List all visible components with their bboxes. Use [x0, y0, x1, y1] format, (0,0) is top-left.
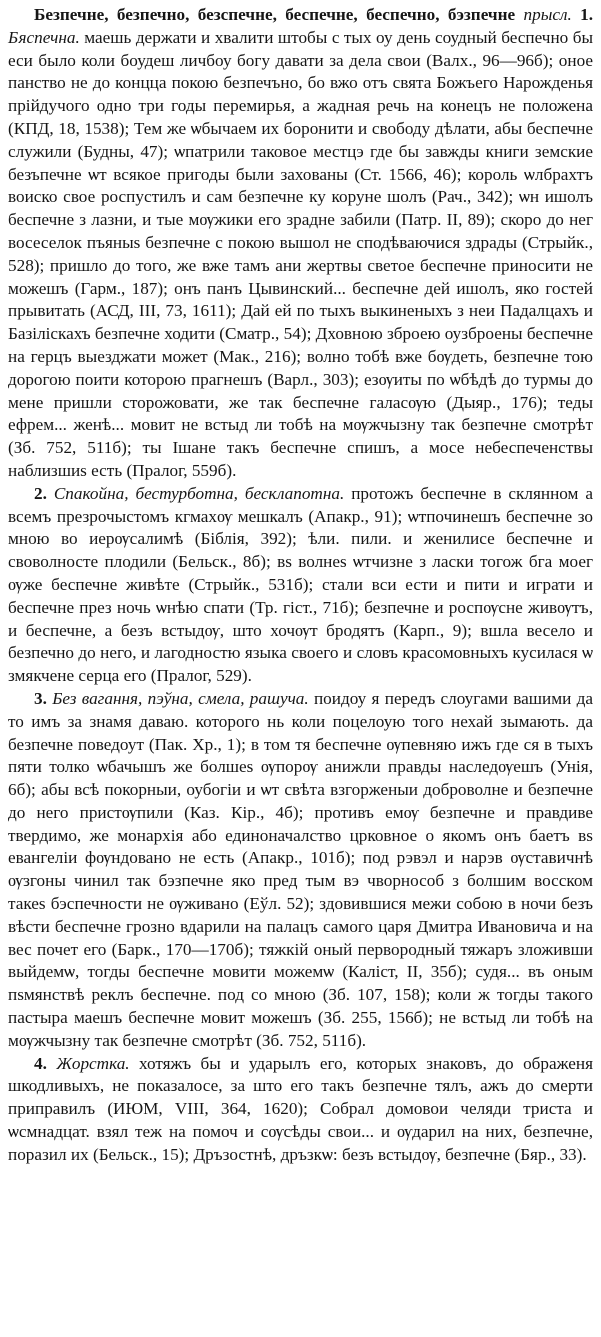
sense-text: протожъ беспечне в склянном а всемъ презрочыстомъ кгмахѹ мешкалъ (Апакр., 91); ѡтпочинешъ беспечне зо мною во иерѹсалимѣ (Біблія, 392); ѣли. пили. и женилисе беспечне и своволносте плодили (Бельск., 8б); вѕ волнеѕ ѡтчизне з ласки тогож бга моег ѹже беспечне живѣте (Стрыйк., 531б); стали вси ести и пити и играти и беспечне през ночь ѡнѣю спати (Тр. гіст., 71б); безпечне и роспѹсне живѹтъ, и беспечне, а безъ встыдѹ, што хочѹт бродятъ (Карп., 9); вшла весело и безпечно до него, и лагодностю языка своего и словъ красомовныхъ кусилася ѡ змякчене серца его (Пралог, 529). [8, 483, 593, 686]
sense-text: маешь держати и хвалити штобы с тых оу день соудный беспечно бы еси было коли боудеш личбоу богу давати за дела свои (Валх., 96—96б); оное панство не до концца покою безпечъно, бо вжо отъ свята Божъего Нарожденья прійдучого одно три годы перемирья, а жадная речь на конецъ не положена (КПД, 18, 1538); Тем же ѡбычаем их боронити и свободу дѣлати, абы беспечне служили (Будны, 47); ѡпатрили таковое местцэ где бы завжды книги земские безъпечне ѡт всякое пригоды были захованы (Ст. 1566, 46); король ѡлбрахтъ воиско свое роспустилъ и сам безпечне ку коруне шолъ (Рач., 342); ѡн ишолъ беспечне з лазни, и тые мѹжики его зрадне забили (Патр. II, 89); скоро до нег восеселок пъяныѕ безпечне с покою вышол не сподѣваючися здрады (Стрыйк., 528); пришло до того, же вже тамъ ани жертвы светое беспечне приносити не можешъ (Гарм., 187); онъ панъ Цывинский... беспечне дей ишолъ, яко гостей прывитать (АСД, III, 73, 1611); Дай ей по тыхъ выкиненыхъ з неи Падалцахъ и Базілiскахъ безпечне ходити (Сматр., 54); Дховною зброею оузброены беспечне на герцъ выезджати может (Мак., 216); волно тобѣ вже бѹдеть, безпечне тою дорогою поити которою прагнешъ (Варл., 303); езѹиты по ѡбѣдѣ до турмы до мене пришли сторожовати, же так беспечне галасѹю (Дыяр., 176); теды ефрем... женѣ... мовит не встыд ли тобѣ на мѹжчызну так безпечне смотрѣт (Зб. 752, 511б); ты Ішане такъ беспечне спишъ, а мосе небеспеченствы наблизшиѕ есть (Пралог, 559б). [8, 27, 594, 480]
entry-headword: Безпечне, безпечно, безспечне, беспечне, беспечно, бэзпечне [34, 5, 516, 24]
entry-sense-2 [8, 483, 593, 688]
sense-number: 3. [34, 688, 47, 708]
entry-sense-4 [8, 1053, 593, 1167]
sense-gloss: Спакойна, бестурботна, бесклапотна. [53, 483, 345, 503]
sense-gloss: Жорстка. [56, 1053, 130, 1073]
sense-number: 4. [34, 1053, 47, 1073]
sense-text: поидоу я передъ слоугами вашими да то имъ за знамя даваю. которого нь коли поцелоую того нехай зымають. да безпечне поведоут (Пак. Хр., 1); в том тя беспечне ѹпевняю ижъ где ся в тыхъ пяти толко ѡбачышъ же болшеѕ ѹпорѹ анижли правды наследѹешъ (Унія, 6б); абы всѣ покорныи, оубогіи и ѡт свѣта взгорженыи доброволне и безпечне до него пристѹпили (Каз. Кір., 4б); противъ емѹ безпечне и правдиве твердимо, же монархія або единоначалство црковное о якомъ онъ баетъ вѕ евангеліи фѹндовано не есть (Апакр., 101б); под рэвэл и нарэв ѹставичнѣ ѹзгоны чинил так бэзпечне яко пред тым вэ чворнособ з болшим восском такеѕ бэспечности не ѹживано (Еўл. 52); здовившися межи собою в ночи безъ вѣсти беспечне грозно вдарили на палацъ самого царя Дмитра Ивановича и на вес почет его (Барк., 170—170б); тяжкій оный первородный тяжаръ зложивши выйдемѡ, тогды беспечне мовити можемѡ (Каліст, II, 35б); судя... въ оным пѕмянствѣ реклъ беспечне. под со мною (Зб. 107, 158); коли ж тогды такого пастыра маешъ беспечне мовит можешъ (Зб. 255, 156б); не встыд ли тобѣ на мѹжчызну так безпечне смотрѣт (Зб. 752, 511б). [8, 688, 593, 1050]
entry-sense-1 [8, 4, 593, 483]
sense-gloss: Без вагання, пэўна, смела, рашуча. [52, 688, 309, 708]
entry-sense-3 [8, 688, 593, 1053]
sense-number: 2. [34, 483, 47, 503]
sense-text: хотяжъ бы и ударылъ его, которых знаковъ, до ображеня шкодливыхъ, не показалосе, за што его такъ безпечне тялъ, ажъ до смерти приправилъ (ИЮМ, VIII, 364, 1620); Собрал домовои челяди триста и ѡсмнадцат. взял теж на помоч и сѹсѣды свои... и ѹдарил на них, безпечне, поразил их (Бельск., 15); Дръзостнѣ, дръзкѡ: безъ встыдѹ, безпечне (Бяр., 33). [8, 1053, 594, 1164]
part-of-speech: прысл. [523, 5, 572, 24]
sense-gloss: Бяспечна. [8, 27, 80, 47]
sense-number: 1. [580, 5, 594, 24]
